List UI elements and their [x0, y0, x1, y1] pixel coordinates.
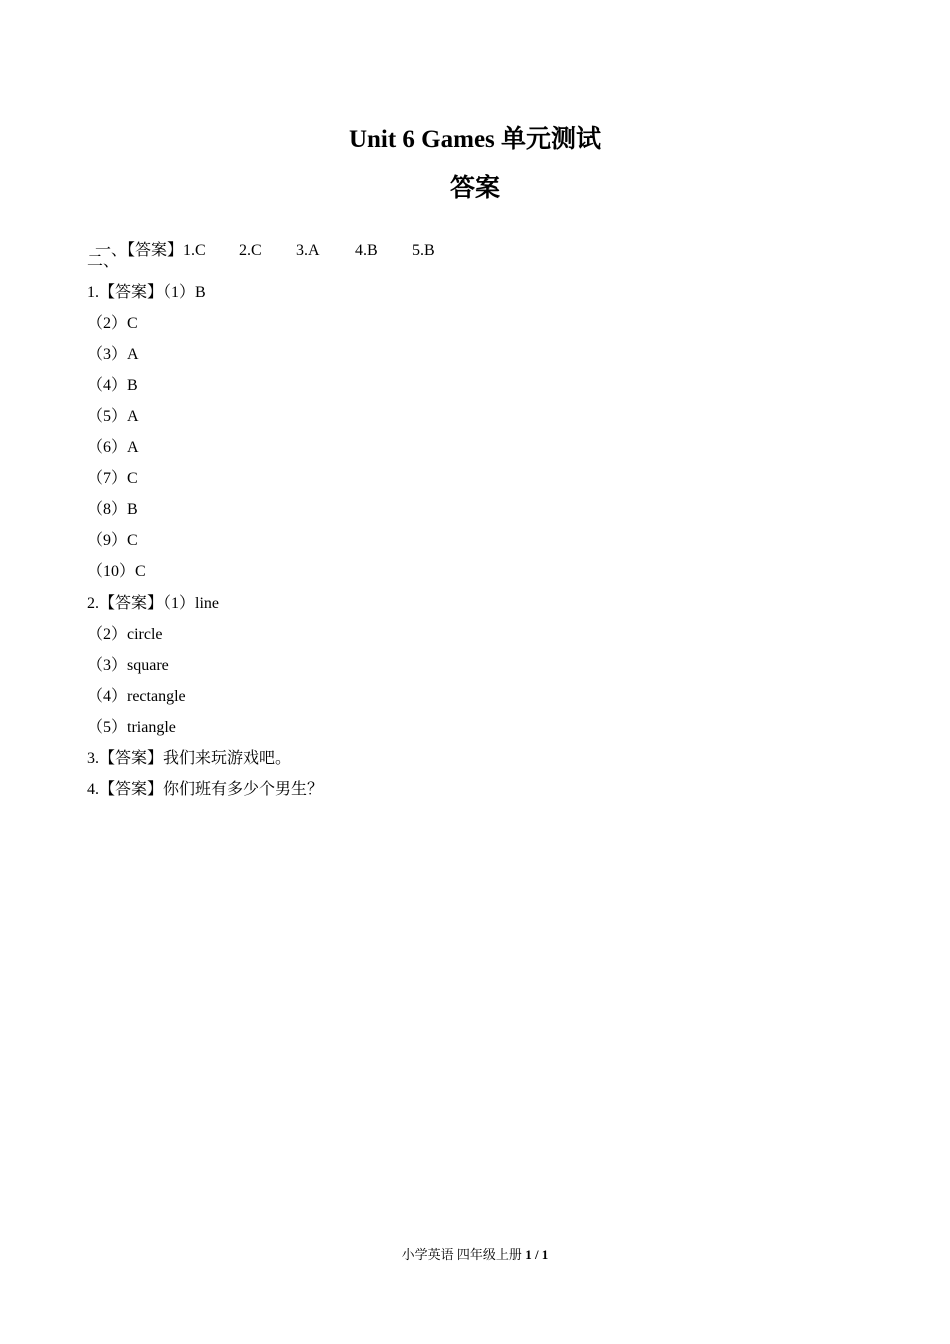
answer-item: 1.C	[183, 242, 206, 259]
section-1-answers	[87, 221, 435, 261]
answer-item: 2.C	[239, 242, 262, 259]
footer-text: 小学英语 四年级上册	[401, 1247, 526, 1262]
answer-item: 5.B	[412, 242, 435, 259]
document-title: Unit 6 Games 单元测试	[348, 126, 602, 153]
q1-item: （5）A	[87, 408, 139, 425]
answer-item: 3.A	[296, 242, 320, 259]
q4-answer: 4.【答案】你们班有多少个男生？	[87, 781, 324, 798]
q1-item: （6）A	[87, 439, 139, 456]
q2-item: （3）square	[87, 657, 169, 674]
q2-answer: 2.【答案】（1）line	[87, 595, 219, 612]
q1-item: （8）B	[87, 501, 138, 518]
q1-item: （2）C	[87, 315, 138, 332]
section-1-label: 一、【答案】	[95, 242, 184, 259]
q3-answer: 3.【答案】我们来玩游戏吧。	[87, 750, 292, 767]
q2-item: （2）circle	[87, 626, 163, 643]
page-number: 1 / 1	[525, 1247, 549, 1262]
q1-item: （3）A	[87, 346, 139, 363]
answer-item: 4.B	[355, 242, 378, 259]
q1-answer: 1.【答案】（1）B	[87, 284, 206, 301]
q1-item: （9）C	[87, 532, 138, 549]
q1-item: （10）C	[87, 563, 146, 580]
q1-item: （4）B	[87, 377, 138, 394]
q2-item: （4）rectangle	[87, 688, 186, 705]
q2-item: （5）triangle	[87, 719, 176, 736]
page-footer	[0, 1246, 950, 1264]
section-2-label: 二、	[87, 253, 120, 270]
q1-item: （7）C	[87, 470, 138, 487]
answer-heading: 答案	[449, 175, 500, 202]
